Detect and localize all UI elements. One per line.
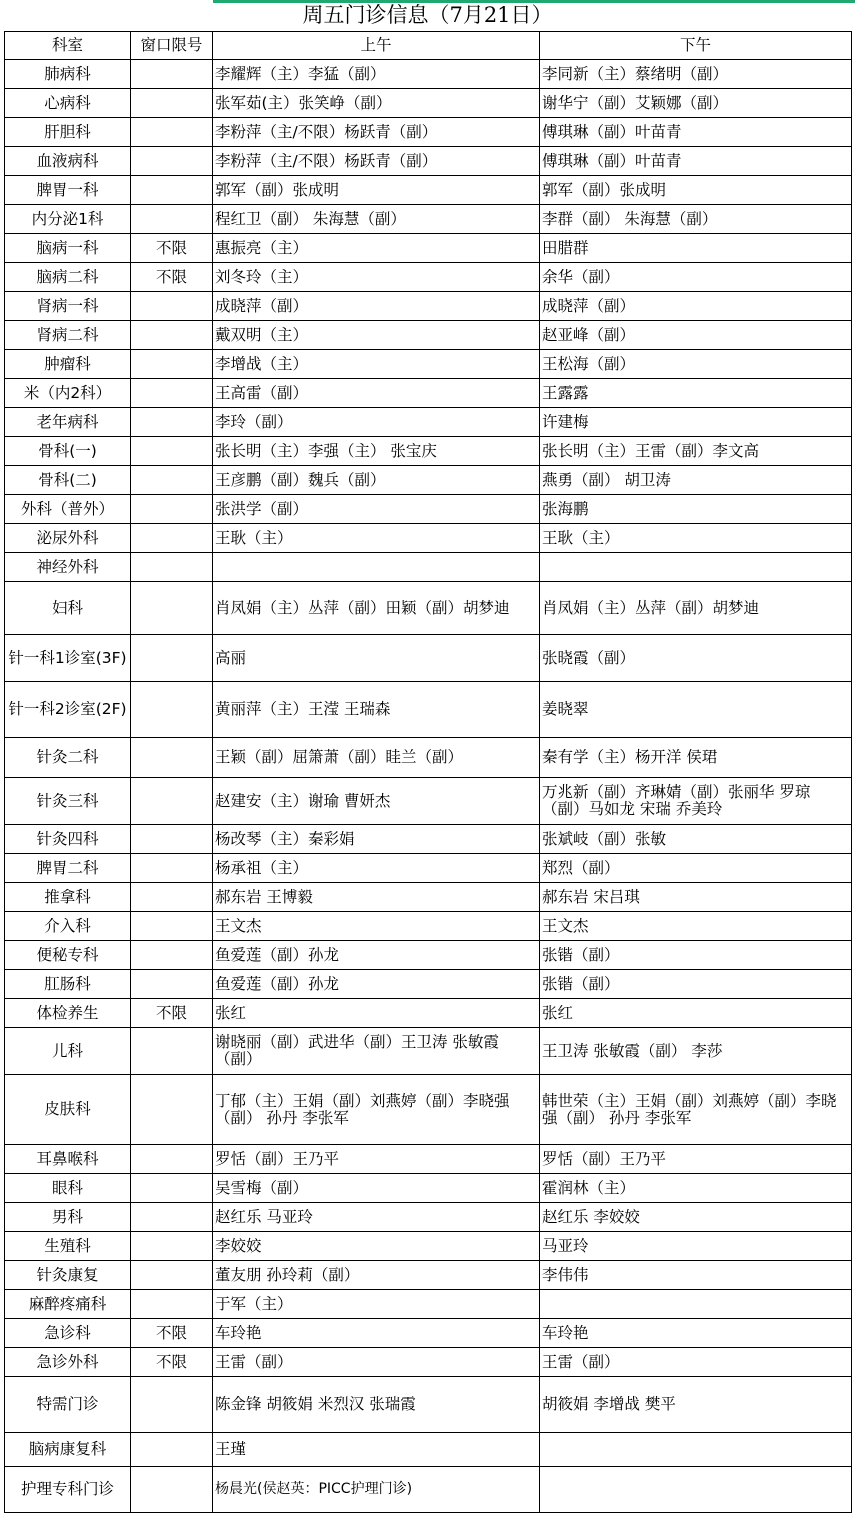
afternoon-cell: 王卫涛 张敏霞（副） 李莎 bbox=[540, 1028, 852, 1075]
department-cell: 特需门诊 bbox=[5, 1377, 131, 1433]
window-limit-cell bbox=[131, 1290, 213, 1319]
department-cell: 针一科2诊室(2F) bbox=[5, 682, 131, 738]
morning-cell: 赵建安（主）谢瑜 曹妍杰 bbox=[213, 778, 540, 825]
header-afternoon: 下午 bbox=[540, 32, 852, 60]
department-cell: 肺病科 bbox=[5, 60, 131, 89]
window-limit-cell bbox=[131, 466, 213, 495]
afternoon-cell: 郝东岩 宋吕琪 bbox=[540, 883, 852, 912]
department-cell: 泌尿外科 bbox=[5, 524, 131, 553]
table-row bbox=[5, 825, 852, 854]
table-row bbox=[5, 263, 852, 292]
department-cell: 介入科 bbox=[5, 912, 131, 941]
morning-cell: 郝东岩 王博毅 bbox=[213, 883, 540, 912]
afternoon-cell bbox=[540, 1433, 852, 1467]
window-limit-cell bbox=[131, 60, 213, 89]
morning-cell: 肖凤娟（主）丛萍（副）田颖（副）胡梦迪 bbox=[213, 582, 540, 635]
morning-cell: 惠振亮（主） bbox=[213, 234, 540, 263]
table-row bbox=[5, 582, 852, 635]
header-row bbox=[5, 32, 852, 60]
afternoon-cell: 傅琪琳（副）叶苗青 bbox=[540, 118, 852, 147]
afternoon-cell: 张锴（副） bbox=[540, 941, 852, 970]
afternoon-cell: 燕勇（副） 胡卫涛 bbox=[540, 466, 852, 495]
table-row bbox=[5, 883, 852, 912]
window-limit-cell bbox=[131, 1377, 213, 1433]
department-cell: 血液病科 bbox=[5, 147, 131, 176]
morning-cell: 李姣姣 bbox=[213, 1232, 540, 1261]
morning-cell: 程红卫（副） 朱海慧（副） bbox=[213, 205, 540, 234]
department-cell: 肾病二科 bbox=[5, 321, 131, 350]
window-limit-cell bbox=[131, 854, 213, 883]
department-cell: 针一科1诊室(3F) bbox=[5, 635, 131, 682]
morning-cell: 张军茹(主）张笑峥（副） bbox=[213, 89, 540, 118]
morning-cell: 罗恬（副）王乃平 bbox=[213, 1145, 540, 1174]
table-row bbox=[5, 350, 852, 379]
table-row bbox=[5, 176, 852, 205]
window-limit-cell bbox=[131, 912, 213, 941]
department-cell: 针灸三科 bbox=[5, 778, 131, 825]
department-cell: 肝胆科 bbox=[5, 118, 131, 147]
morning-cell: 谢晓丽（副）武进华（副）王卫涛 张敏霞（副） bbox=[213, 1028, 540, 1075]
afternoon-cell: 王露露 bbox=[540, 379, 852, 408]
table-row bbox=[5, 1203, 852, 1232]
department-cell: 脑病康复科 bbox=[5, 1433, 131, 1467]
morning-cell: 王雷（副） bbox=[213, 1348, 540, 1377]
window-limit-cell: 不限 bbox=[131, 1319, 213, 1348]
table-row bbox=[5, 89, 852, 118]
table-row bbox=[5, 524, 852, 553]
table-row bbox=[5, 292, 852, 321]
morning-cell: 刘冬玲（主） bbox=[213, 263, 540, 292]
afternoon-cell: 王耿（主） bbox=[540, 524, 852, 553]
morning-cell: 李耀辉（主）李猛（副） bbox=[213, 60, 540, 89]
window-limit-cell bbox=[131, 495, 213, 524]
morning-cell: 王耿（主） bbox=[213, 524, 540, 553]
window-limit-cell bbox=[131, 176, 213, 205]
department-cell: 便秘专科 bbox=[5, 941, 131, 970]
department-cell: 生殖科 bbox=[5, 1232, 131, 1261]
department-cell: 耳鼻喉科 bbox=[5, 1145, 131, 1174]
morning-cell: 李粉萍（主/不限）杨跃青（副） bbox=[213, 147, 540, 176]
table-row bbox=[5, 1232, 852, 1261]
department-cell: 推拿科 bbox=[5, 883, 131, 912]
afternoon-cell: 秦有学（主）杨开洋 侯珺 bbox=[540, 738, 852, 778]
morning-cell: 王颖（副）屈箫萧（副）眭兰（副） bbox=[213, 738, 540, 778]
table-row bbox=[5, 854, 852, 883]
morning-cell: 张长明（主）李强（主） 张宝庆 bbox=[213, 437, 540, 466]
header-morning: 上午 bbox=[213, 32, 540, 60]
morning-cell: 鱼爱莲（副）孙龙 bbox=[213, 970, 540, 999]
header-department: 科室 bbox=[5, 32, 131, 60]
window-limit-cell: 不限 bbox=[131, 234, 213, 263]
morning-cell: 陈金锋 胡筱娟 米烈汉 张瑞霞 bbox=[213, 1377, 540, 1433]
window-limit-cell bbox=[131, 635, 213, 682]
window-limit-cell bbox=[131, 582, 213, 635]
table-row bbox=[5, 437, 852, 466]
morning-cell: 张洪学（副） bbox=[213, 495, 540, 524]
morning-cell: 李增战（主） bbox=[213, 350, 540, 379]
window-limit-cell bbox=[131, 970, 213, 999]
window-limit-cell bbox=[131, 118, 213, 147]
window-limit-cell bbox=[131, 1433, 213, 1467]
afternoon-cell: 王松海（副） bbox=[540, 350, 852, 379]
window-limit-cell bbox=[131, 1467, 213, 1513]
table-row bbox=[5, 1290, 852, 1319]
morning-cell: 成晓萍（副） bbox=[213, 292, 540, 321]
clinic-schedule-table bbox=[4, 31, 852, 1513]
table-row bbox=[5, 778, 852, 825]
table-row bbox=[5, 321, 852, 350]
morning-cell: 郭军（副）张成明 bbox=[213, 176, 540, 205]
morning-cell: 戴双明（主） bbox=[213, 321, 540, 350]
department-cell: 脑病一科 bbox=[5, 234, 131, 263]
table-row bbox=[5, 970, 852, 999]
table-row bbox=[5, 1319, 852, 1348]
department-cell: 老年病科 bbox=[5, 408, 131, 437]
table-row bbox=[5, 1261, 852, 1290]
afternoon-cell: 傅琪琳（副）叶苗青 bbox=[540, 147, 852, 176]
header-window-limit: 窗口限号 bbox=[131, 32, 213, 60]
department-cell: 骨科(一) bbox=[5, 437, 131, 466]
department-cell: 皮肤科 bbox=[5, 1075, 131, 1145]
table-row bbox=[5, 738, 852, 778]
morning-cell: 于军（主） bbox=[213, 1290, 540, 1319]
table-row bbox=[5, 1377, 852, 1433]
department-cell: 脾胃二科 bbox=[5, 854, 131, 883]
morning-cell: 吴雪梅（副） bbox=[213, 1174, 540, 1203]
morning-cell bbox=[213, 553, 540, 582]
department-cell: 眼科 bbox=[5, 1174, 131, 1203]
afternoon-cell: 谢华宁（副）艾颖娜（副） bbox=[540, 89, 852, 118]
department-cell: 脾胃一科 bbox=[5, 176, 131, 205]
morning-cell: 李粉萍（主/不限）杨跃青（副） bbox=[213, 118, 540, 147]
afternoon-cell: 成晓萍（副） bbox=[540, 292, 852, 321]
afternoon-cell: 赵红乐 李姣姣 bbox=[540, 1203, 852, 1232]
afternoon-cell: 张晓霞（副） bbox=[540, 635, 852, 682]
afternoon-cell: 肖凤娟（主）丛萍（副）胡梦迪 bbox=[540, 582, 852, 635]
department-cell: 体检养生 bbox=[5, 999, 131, 1028]
window-limit-cell: 不限 bbox=[131, 263, 213, 292]
afternoon-cell: 姜晓翠 bbox=[540, 682, 852, 738]
afternoon-cell: 张海鹏 bbox=[540, 495, 852, 524]
table-row bbox=[5, 118, 852, 147]
table-row bbox=[5, 1174, 852, 1203]
afternoon-cell bbox=[540, 1467, 852, 1513]
table-row bbox=[5, 635, 852, 682]
window-limit-cell bbox=[131, 1261, 213, 1290]
department-cell: 麻醉疼痛科 bbox=[5, 1290, 131, 1319]
table-row bbox=[5, 1028, 852, 1075]
window-limit-cell bbox=[131, 408, 213, 437]
window-limit-cell bbox=[131, 1174, 213, 1203]
afternoon-cell bbox=[540, 553, 852, 582]
table-row bbox=[5, 941, 852, 970]
afternoon-cell: 万兆新（副）齐琳婧（副）张丽华 罗琼（副）马如龙 宋瑞 乔美玲 bbox=[540, 778, 852, 825]
window-limit-cell bbox=[131, 524, 213, 553]
window-limit-cell bbox=[131, 1075, 213, 1145]
morning-cell: 张红 bbox=[213, 999, 540, 1028]
table-row bbox=[5, 1467, 852, 1513]
department-cell: 急诊外科 bbox=[5, 1348, 131, 1377]
window-limit-cell bbox=[131, 89, 213, 118]
morning-cell: 李玲（副） bbox=[213, 408, 540, 437]
table-row bbox=[5, 999, 852, 1028]
morning-cell: 丁郁（主）王娟（副）刘燕婷（副）李晓强（副） 孙丹 李张军 bbox=[213, 1075, 540, 1145]
window-limit-cell: 不限 bbox=[131, 999, 213, 1028]
table-row bbox=[5, 60, 852, 89]
table-row bbox=[5, 205, 852, 234]
afternoon-cell: 王雷（副） bbox=[540, 1348, 852, 1377]
window-limit-cell bbox=[131, 883, 213, 912]
table-row bbox=[5, 379, 852, 408]
morning-cell: 杨改琴（主）秦彩娟 bbox=[213, 825, 540, 854]
table-row bbox=[5, 1348, 852, 1377]
morning-cell: 赵红乐 马亚玲 bbox=[213, 1203, 540, 1232]
window-limit-cell bbox=[131, 205, 213, 234]
department-cell: 肿瘤科 bbox=[5, 350, 131, 379]
afternoon-cell: 张锴（副） bbox=[540, 970, 852, 999]
window-limit-cell bbox=[131, 1203, 213, 1232]
afternoon-cell: 霍润林（主） bbox=[540, 1174, 852, 1203]
department-cell: 内分泌1科 bbox=[5, 205, 131, 234]
window-limit-cell bbox=[131, 1232, 213, 1261]
table-row bbox=[5, 1433, 852, 1467]
page-title: 周五门诊信息（7月21日） bbox=[302, 3, 553, 27]
department-cell: 米（内2科） bbox=[5, 379, 131, 408]
afternoon-cell: 车玲艳 bbox=[540, 1319, 852, 1348]
morning-cell: 黄丽萍（主）王滢 王瑞森 bbox=[213, 682, 540, 738]
department-cell: 针灸二科 bbox=[5, 738, 131, 778]
department-cell: 护理专科门诊 bbox=[5, 1467, 131, 1513]
afternoon-cell: 李群（副） 朱海慧（副） bbox=[540, 205, 852, 234]
afternoon-cell: 马亚玲 bbox=[540, 1232, 852, 1261]
table-row bbox=[5, 147, 852, 176]
window-limit-cell bbox=[131, 321, 213, 350]
department-cell: 急诊科 bbox=[5, 1319, 131, 1348]
department-cell: 儿科 bbox=[5, 1028, 131, 1075]
afternoon-cell: 王文杰 bbox=[540, 912, 852, 941]
department-cell: 神经外科 bbox=[5, 553, 131, 582]
morning-cell: 王文杰 bbox=[213, 912, 540, 941]
afternoon-cell: 田腊群 bbox=[540, 234, 852, 263]
table-row bbox=[5, 1145, 852, 1174]
table-row bbox=[5, 1075, 852, 1145]
afternoon-cell: 张斌岐（副）张敏 bbox=[540, 825, 852, 854]
window-limit-cell bbox=[131, 1028, 213, 1075]
table-row bbox=[5, 466, 852, 495]
window-limit-cell bbox=[131, 1145, 213, 1174]
table-row bbox=[5, 234, 852, 263]
window-limit-cell bbox=[131, 553, 213, 582]
afternoon-cell: 许建梅 bbox=[540, 408, 852, 437]
afternoon-cell: 张红 bbox=[540, 999, 852, 1028]
department-cell: 针灸康复 bbox=[5, 1261, 131, 1290]
morning-cell: 车玲艳 bbox=[213, 1319, 540, 1348]
morning-cell: 王高雷（副） bbox=[213, 379, 540, 408]
morning-cell: 鱼爱莲（副）孙龙 bbox=[213, 941, 540, 970]
window-limit-cell: 不限 bbox=[131, 1348, 213, 1377]
window-limit-cell bbox=[131, 778, 213, 825]
department-cell: 肾病一科 bbox=[5, 292, 131, 321]
department-cell: 外科（普外） bbox=[5, 495, 131, 524]
window-limit-cell bbox=[131, 825, 213, 854]
afternoon-cell: 罗恬（副）王乃平 bbox=[540, 1145, 852, 1174]
window-limit-cell bbox=[131, 350, 213, 379]
table-row bbox=[5, 495, 852, 524]
morning-cell: 杨承祖（主） bbox=[213, 854, 540, 883]
afternoon-cell: 李同新（主）蔡绪明（副） bbox=[540, 60, 852, 89]
table-row bbox=[5, 553, 852, 582]
morning-cell: 高丽 bbox=[213, 635, 540, 682]
afternoon-cell: 韩世荣（主）王娟（副）刘燕婷（副）李晓强（副） 孙丹 李张军 bbox=[540, 1075, 852, 1145]
morning-cell: 董友朋 孙玲莉（副） bbox=[213, 1261, 540, 1290]
morning-cell: 杨晨光(侯赵英：PICC护理门诊) bbox=[213, 1467, 540, 1513]
window-limit-cell bbox=[131, 147, 213, 176]
department-cell: 骨科(二) bbox=[5, 466, 131, 495]
table-row bbox=[5, 912, 852, 941]
window-limit-cell bbox=[131, 292, 213, 321]
department-cell: 妇科 bbox=[5, 582, 131, 635]
window-limit-cell bbox=[131, 941, 213, 970]
window-limit-cell bbox=[131, 379, 213, 408]
table-row bbox=[5, 682, 852, 738]
afternoon-cell: 赵亚峰（副） bbox=[540, 321, 852, 350]
morning-cell: 王瑾 bbox=[213, 1433, 540, 1467]
window-limit-cell bbox=[131, 738, 213, 778]
afternoon-cell: 张长明（主）王雷（副）李文高 bbox=[540, 437, 852, 466]
window-limit-cell bbox=[131, 682, 213, 738]
afternoon-cell bbox=[540, 1290, 852, 1319]
department-cell: 脑病二科 bbox=[5, 263, 131, 292]
afternoon-cell: 李伟伟 bbox=[540, 1261, 852, 1290]
table-row bbox=[5, 408, 852, 437]
department-cell: 针灸四科 bbox=[5, 825, 131, 854]
window-limit-cell bbox=[131, 437, 213, 466]
afternoon-cell: 余华（副） bbox=[540, 263, 852, 292]
afternoon-cell: 郭军（副）张成明 bbox=[540, 176, 852, 205]
morning-cell: 王彦鹏（副）魏兵（副） bbox=[213, 466, 540, 495]
department-cell: 男科 bbox=[5, 1203, 131, 1232]
department-cell: 心病科 bbox=[5, 89, 131, 118]
afternoon-cell: 郑烈（副） bbox=[540, 854, 852, 883]
department-cell: 肛肠科 bbox=[5, 970, 131, 999]
afternoon-cell: 胡筱娟 李增战 樊平 bbox=[540, 1377, 852, 1433]
